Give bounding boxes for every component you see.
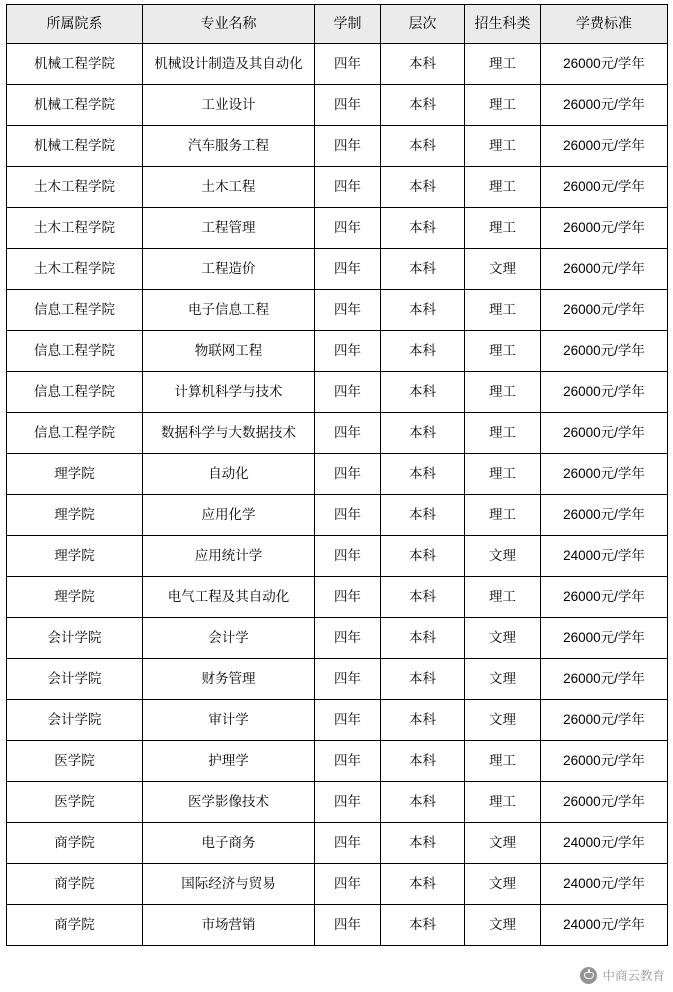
cell-department: 理学院 [7, 577, 143, 618]
column-header-level: 层次 [381, 5, 465, 44]
watermark [580, 966, 665, 984]
cell-tuition: 26000元/学年 [541, 700, 668, 741]
cell-category: 理工 [465, 85, 541, 126]
cell-level: 本科 [381, 782, 465, 823]
cell-tuition: 26000元/学年 [541, 577, 668, 618]
cell-level: 本科 [381, 495, 465, 536]
table-header [7, 5, 668, 44]
cell-category: 理工 [465, 782, 541, 823]
cell-tuition: 26000元/学年 [541, 372, 668, 413]
cell-major: 工业设计 [143, 85, 315, 126]
cell-department: 信息工程学院 [7, 290, 143, 331]
cell-department: 理学院 [7, 536, 143, 577]
cell-major: 财务管理 [143, 659, 315, 700]
cell-tuition: 24000元/学年 [541, 864, 668, 905]
cell-category: 文理 [465, 700, 541, 741]
table-row [7, 741, 668, 782]
cell-category: 理工 [465, 495, 541, 536]
cell-category: 文理 [465, 618, 541, 659]
cell-tuition: 26000元/学年 [541, 126, 668, 167]
cell-level: 本科 [381, 249, 465, 290]
cell-major: 医学影像技术 [143, 782, 315, 823]
cell-tuition: 26000元/学年 [541, 618, 668, 659]
cell-category: 理工 [465, 413, 541, 454]
cell-tuition: 26000元/学年 [541, 249, 668, 290]
table-row [7, 823, 668, 864]
cell-major: 机械设计制造及其自动化 [143, 44, 315, 85]
cell-department: 商学院 [7, 823, 143, 864]
cell-duration: 四年 [315, 495, 381, 536]
cell-department: 机械工程学院 [7, 44, 143, 85]
cell-level: 本科 [381, 454, 465, 495]
cell-category: 理工 [465, 331, 541, 372]
table-row [7, 659, 668, 700]
cell-major: 会计学 [143, 618, 315, 659]
cell-category: 理工 [465, 167, 541, 208]
cell-tuition: 24000元/学年 [541, 905, 668, 946]
cell-department: 商学院 [7, 905, 143, 946]
cell-duration: 四年 [315, 905, 381, 946]
cell-department: 机械工程学院 [7, 126, 143, 167]
column-header-category: 招生科类 [465, 5, 541, 44]
cell-duration: 四年 [315, 249, 381, 290]
cell-major: 护理学 [143, 741, 315, 782]
cell-duration: 四年 [315, 700, 381, 741]
cell-tuition: 26000元/学年 [541, 454, 668, 495]
cell-tuition: 26000元/学年 [541, 44, 668, 85]
cell-major: 国际经济与贸易 [143, 864, 315, 905]
cell-category: 文理 [465, 823, 541, 864]
table-body [7, 44, 668, 946]
cell-department: 土木工程学院 [7, 167, 143, 208]
table-row [7, 413, 668, 454]
cell-duration: 四年 [315, 454, 381, 495]
wechat-account-icon [580, 967, 597, 984]
cell-major: 审计学 [143, 700, 315, 741]
cell-category: 理工 [465, 741, 541, 782]
cell-major: 应用统计学 [143, 536, 315, 577]
cell-department: 土木工程学院 [7, 249, 143, 290]
table-row [7, 167, 668, 208]
cell-level: 本科 [381, 741, 465, 782]
cell-duration: 四年 [315, 823, 381, 864]
cell-level: 本科 [381, 208, 465, 249]
cell-level: 本科 [381, 536, 465, 577]
cell-duration: 四年 [315, 44, 381, 85]
cell-duration: 四年 [315, 208, 381, 249]
cell-duration: 四年 [315, 290, 381, 331]
cell-tuition: 26000元/学年 [541, 495, 668, 536]
table-row [7, 495, 668, 536]
cell-department: 信息工程学院 [7, 413, 143, 454]
cell-major: 汽车服务工程 [143, 126, 315, 167]
cell-level: 本科 [381, 167, 465, 208]
cell-category: 文理 [465, 249, 541, 290]
cell-tuition: 26000元/学年 [541, 659, 668, 700]
cell-level: 本科 [381, 413, 465, 454]
column-header-duration: 学制 [315, 5, 381, 44]
cell-major: 计算机科学与技术 [143, 372, 315, 413]
cell-duration: 四年 [315, 536, 381, 577]
cell-department: 信息工程学院 [7, 372, 143, 413]
cell-department: 信息工程学院 [7, 331, 143, 372]
cell-category: 文理 [465, 905, 541, 946]
table-row [7, 577, 668, 618]
cell-level: 本科 [381, 126, 465, 167]
column-header-tuition: 学费标准 [541, 5, 668, 44]
cell-level: 本科 [381, 618, 465, 659]
cell-level: 本科 [381, 290, 465, 331]
watermark-label: 中商云教育 [602, 969, 665, 983]
cell-major: 电气工程及其自动化 [143, 577, 315, 618]
cell-major: 应用化学 [143, 495, 315, 536]
cell-category: 文理 [465, 536, 541, 577]
cell-duration: 四年 [315, 577, 381, 618]
table-header-row [7, 5, 668, 44]
cell-duration: 四年 [315, 126, 381, 167]
table-row [7, 208, 668, 249]
table-row [7, 331, 668, 372]
cell-duration: 四年 [315, 413, 381, 454]
cell-level: 本科 [381, 85, 465, 126]
cell-category: 理工 [465, 454, 541, 495]
table-row [7, 454, 668, 495]
cell-tuition: 26000元/学年 [541, 331, 668, 372]
table-row [7, 864, 668, 905]
cell-level: 本科 [381, 823, 465, 864]
cell-level: 本科 [381, 905, 465, 946]
cell-duration: 四年 [315, 618, 381, 659]
cell-duration: 四年 [315, 372, 381, 413]
cell-department: 会计学院 [7, 659, 143, 700]
cell-major: 市场营销 [143, 905, 315, 946]
cell-category: 理工 [465, 290, 541, 331]
cell-tuition: 26000元/学年 [541, 85, 668, 126]
cell-tuition: 26000元/学年 [541, 290, 668, 331]
cell-category: 理工 [465, 126, 541, 167]
table-row [7, 782, 668, 823]
cell-level: 本科 [381, 659, 465, 700]
cell-duration: 四年 [315, 331, 381, 372]
table-row [7, 249, 668, 290]
cell-duration: 四年 [315, 782, 381, 823]
table-row [7, 44, 668, 85]
cell-duration: 四年 [315, 864, 381, 905]
column-header-major: 专业名称 [143, 5, 315, 44]
cell-tuition: 26000元/学年 [541, 741, 668, 782]
cell-major: 数据科学与大数据技术 [143, 413, 315, 454]
cell-category: 理工 [465, 577, 541, 618]
cell-department: 机械工程学院 [7, 85, 143, 126]
cell-tuition: 26000元/学年 [541, 413, 668, 454]
cell-major: 电子信息工程 [143, 290, 315, 331]
cell-department: 会计学院 [7, 618, 143, 659]
cell-department: 医学院 [7, 741, 143, 782]
cell-level: 本科 [381, 577, 465, 618]
table-row [7, 85, 668, 126]
column-header-department: 所属院系 [7, 5, 143, 44]
cell-category: 文理 [465, 864, 541, 905]
cell-major: 电子商务 [143, 823, 315, 864]
cell-tuition: 24000元/学年 [541, 536, 668, 577]
table-row [7, 372, 668, 413]
cell-department: 医学院 [7, 782, 143, 823]
table-row [7, 618, 668, 659]
cell-major: 自动化 [143, 454, 315, 495]
cell-level: 本科 [381, 372, 465, 413]
table-row [7, 126, 668, 167]
table-row [7, 536, 668, 577]
cell-major: 工程管理 [143, 208, 315, 249]
majors-table [6, 4, 668, 946]
cell-category: 理工 [465, 208, 541, 249]
cell-category: 理工 [465, 372, 541, 413]
cell-duration: 四年 [315, 659, 381, 700]
cell-major: 物联网工程 [143, 331, 315, 372]
cell-duration: 四年 [315, 167, 381, 208]
cell-major: 工程造价 [143, 249, 315, 290]
cell-tuition: 26000元/学年 [541, 782, 668, 823]
cell-tuition: 26000元/学年 [541, 167, 668, 208]
cell-department: 会计学院 [7, 700, 143, 741]
cell-department: 理学院 [7, 495, 143, 536]
cell-level: 本科 [381, 44, 465, 85]
cell-level: 本科 [381, 864, 465, 905]
cell-duration: 四年 [315, 85, 381, 126]
cell-major: 土木工程 [143, 167, 315, 208]
table-row [7, 700, 668, 741]
table-row [7, 905, 668, 946]
table-row [7, 290, 668, 331]
cell-category: 文理 [465, 659, 541, 700]
cell-level: 本科 [381, 331, 465, 372]
cell-tuition: 26000元/学年 [541, 208, 668, 249]
cell-level: 本科 [381, 700, 465, 741]
cell-department: 理学院 [7, 454, 143, 495]
cell-duration: 四年 [315, 741, 381, 782]
cell-tuition: 24000元/学年 [541, 823, 668, 864]
cell-department: 土木工程学院 [7, 208, 143, 249]
cell-category: 理工 [465, 44, 541, 85]
cell-department: 商学院 [7, 864, 143, 905]
